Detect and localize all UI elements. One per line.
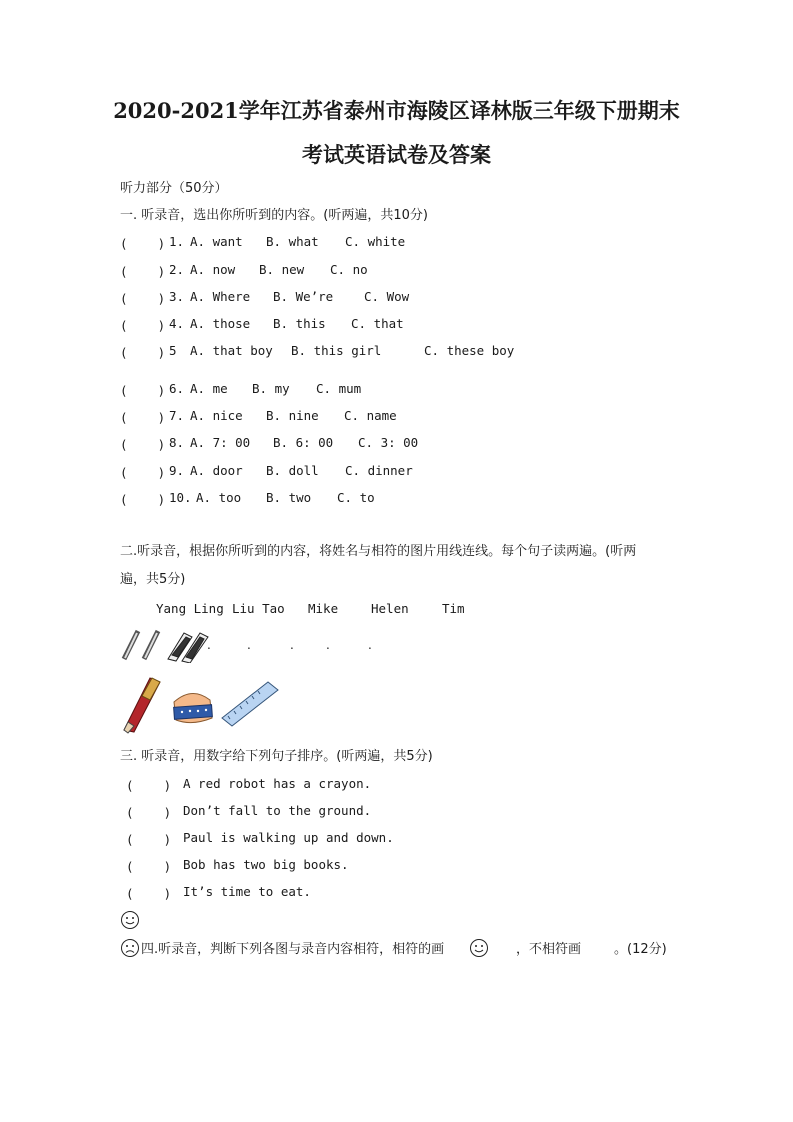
dot: . [326,638,330,652]
item-number: 9. [169,463,185,478]
section4-heading-part1: 四.听录音，判断下列各图与录音内容相符，相符的画 [141,942,445,957]
eraser-image[interactable] [168,684,216,726]
option-b: B. what [266,234,319,249]
sentence-text: A red robot has a crayon. [183,776,372,791]
ruler-image[interactable] [218,678,280,730]
option-a: A. want [190,234,243,249]
option-b: B. this [273,316,326,331]
option-b: B. new [259,262,305,277]
option-b: B. nine [266,408,319,423]
page-title-line1: 2020-2021学年江苏省泰州市海陵区译林版三年级下册期末 [113,98,680,123]
section2-heading-line2: 遍，共5分) [120,572,186,587]
smile-face-icon [120,910,140,930]
option-c: C. white [345,234,406,249]
item-number: 7. [169,408,185,423]
order-blank[interactable]: ( ) [126,886,172,901]
item-number: 3. [169,289,185,304]
option-a: A. Where [190,289,251,304]
option-c: C. to [337,490,375,505]
option-a: A. 7: 00 [190,435,251,450]
item-number: 8. [169,435,185,450]
item-number: 5 [169,343,177,358]
option-a: A. that boy [190,343,273,358]
option-c: C. these boy [424,343,515,358]
pen-image[interactable] [120,672,165,734]
sentence-text: Paul is walking up and down. [183,830,394,845]
option-b: B. this girl [291,343,382,358]
option-a: A. me [190,381,228,396]
answer-blank[interactable]: ( ) [120,345,166,360]
sentence-text: It’s time to eat. [183,884,311,899]
option-c: C. that [351,316,404,331]
order-blank[interactable]: ( ) [126,832,172,847]
section3-heading: 三. 听录音，用数字给下列句子排序。(听两遍，共5分) [120,749,433,764]
order-blank[interactable]: ( ) [126,859,172,874]
item-number: 4. [169,316,185,331]
order-blank[interactable]: ( ) [126,805,172,820]
sentence-text: Bob has two big books. [183,857,349,872]
answer-blank[interactable]: ( ) [120,236,166,251]
order-blank[interactable]: ( ) [126,778,172,793]
listening-header: 听力部分（50分） [120,181,228,196]
answer-blank[interactable]: ( ) [120,465,166,480]
section1-heading: 一. 听录音，选出你所听到的内容。(听两遍，共10分) [120,208,428,223]
frown-face-icon [120,938,140,958]
item-number: 6. [169,381,185,396]
item-number: 2. [169,262,185,277]
dot: . [207,638,211,652]
option-a: A. now [190,262,236,277]
option-b: B. two [266,490,312,505]
option-b: B. doll [266,463,319,478]
name-mike: Mike [308,601,339,616]
name-yang-ling: Yang Ling [156,601,224,616]
page-title-line2: 考试英语试卷及答案 [302,142,491,167]
name-helen: Helen [371,601,409,616]
option-a: A. door [190,463,243,478]
answer-blank[interactable]: ( ) [120,291,166,306]
name-liu-tao: Liu Tao [232,601,285,616]
option-b: B. 6: 00 [273,435,334,450]
answer-blank[interactable]: ( ) [120,383,166,398]
option-c: C. mum [316,381,362,396]
item-number: 10. [169,490,192,505]
name-tim: Tim [442,601,465,616]
pencils-image[interactable] [120,625,210,663]
answer-blank[interactable]: ( ) [120,318,166,333]
smile-face-icon [469,938,489,958]
option-b: B. We’re [273,289,334,304]
answer-blank[interactable]: ( ) [120,437,166,452]
answer-blank[interactable]: ( ) [120,264,166,279]
section2-heading-line1: 二.听录音，根据你所听到的内容，将姓名与相符的图片用线连线。每个句子读两遍。(听两 [120,544,637,559]
option-c: C. dinner [345,463,413,478]
section4-heading-part3: 。(12分) [614,942,667,957]
item-number: 1. [169,234,185,249]
option-a: A. too [196,490,242,505]
answer-blank[interactable]: ( ) [120,410,166,425]
option-c: C. 3: 00 [358,435,419,450]
dot: . [368,638,372,652]
option-c: C. Wow [364,289,410,304]
sentence-text: Don’t fall to the ground. [183,803,372,818]
option-a: A. those [190,316,251,331]
option-b: B. my [252,381,290,396]
option-c: C. name [344,408,397,423]
dot: . [290,638,294,652]
answer-blank[interactable]: ( ) [120,492,166,507]
option-a: A. nice [190,408,243,423]
option-c: C. no [330,262,368,277]
dot: . [247,638,251,652]
section4-heading-part2: ，不相符画 [516,942,582,957]
